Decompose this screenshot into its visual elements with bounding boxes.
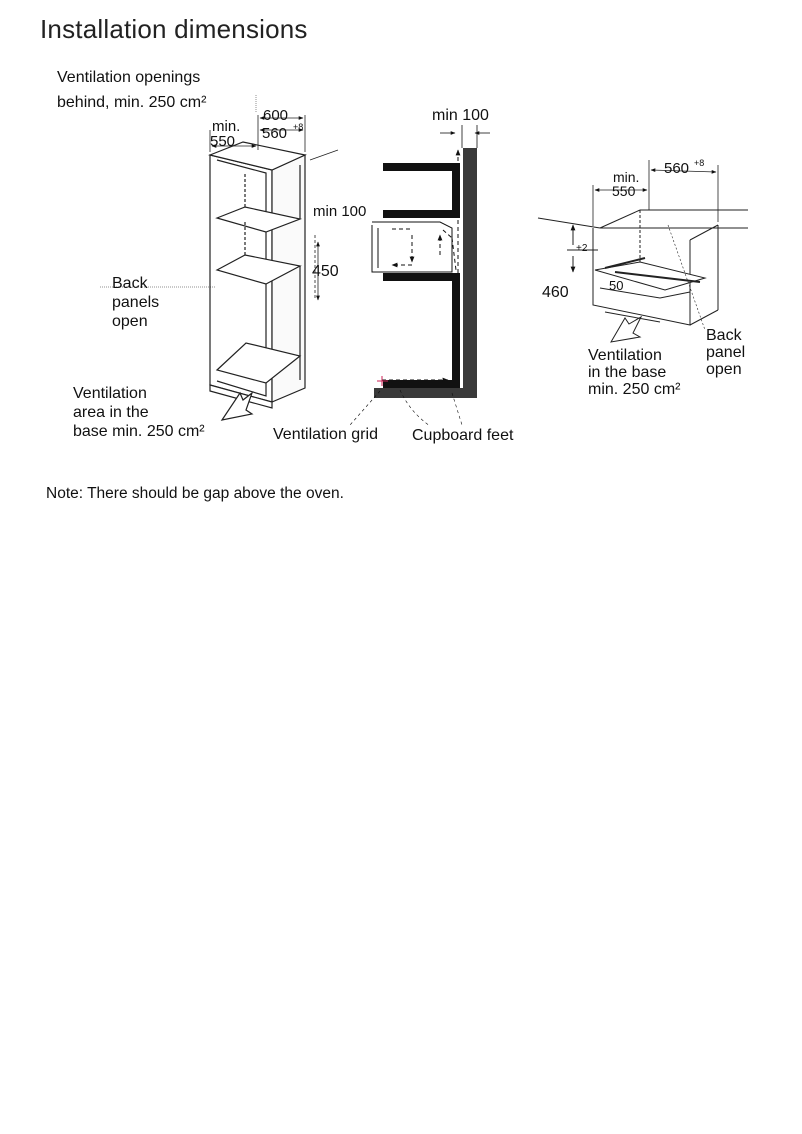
vent-base-label-2: area in the [73, 404, 149, 421]
note-text: Note: There should be gap above the oven. [46, 485, 344, 502]
dim-min-label: min. [212, 118, 241, 135]
page-title: Installation dimensions [40, 14, 308, 44]
fig3-vent-1: Ventilation [588, 347, 662, 364]
fig3-dim-460: 460 [542, 284, 569, 301]
fig3-back-panel-3: open [706, 361, 742, 378]
vent-behind-label-1: Ventilation openings [57, 69, 201, 86]
fig3-dim-550: 550 [612, 183, 636, 199]
back-panels-label-2: panels [112, 294, 160, 311]
fig3-dim-50: 50 [609, 278, 624, 293]
dim-min100-side: min 100 [313, 203, 367, 220]
fig3-vent-3: min. 250 cm² [588, 381, 681, 398]
installation-diagram [0, 0, 802, 470]
dim-600: 600 [263, 107, 289, 124]
dim-450: 450 [312, 263, 339, 280]
fig3-back-panel-2: panel [706, 344, 746, 361]
fig3-vent-2: in the base [588, 364, 667, 381]
back-panels-label-3: open [112, 313, 148, 330]
fig3-back-panel-1: Back [706, 327, 742, 344]
vent-behind-label-2: behind, min. 250 cm² [57, 94, 207, 111]
fig3-dim-min: min. [613, 169, 640, 185]
vent-grid-label: Ventilation grid [273, 426, 378, 443]
vent-base-label-3: base min. 250 cm² [73, 423, 205, 440]
back-panels-label-1: Back [112, 275, 148, 292]
under-counter-figure [538, 160, 748, 342]
dim-560: 560 [262, 125, 288, 142]
min100-top-label: min 100 [432, 107, 489, 124]
fig3-dim-560-tolerance: +8 [694, 158, 705, 168]
dim-560-tolerance: +8 [293, 122, 304, 132]
cupboard-feet-label: Cupboard feet [412, 427, 514, 444]
vent-base-label-1: Ventilation [73, 385, 147, 402]
fig3-dim-plus2: +2 [576, 243, 588, 254]
dim-550: 550 [210, 133, 236, 150]
cross-section-figure [350, 125, 490, 426]
fig3-dim-560: 560 [664, 160, 690, 177]
